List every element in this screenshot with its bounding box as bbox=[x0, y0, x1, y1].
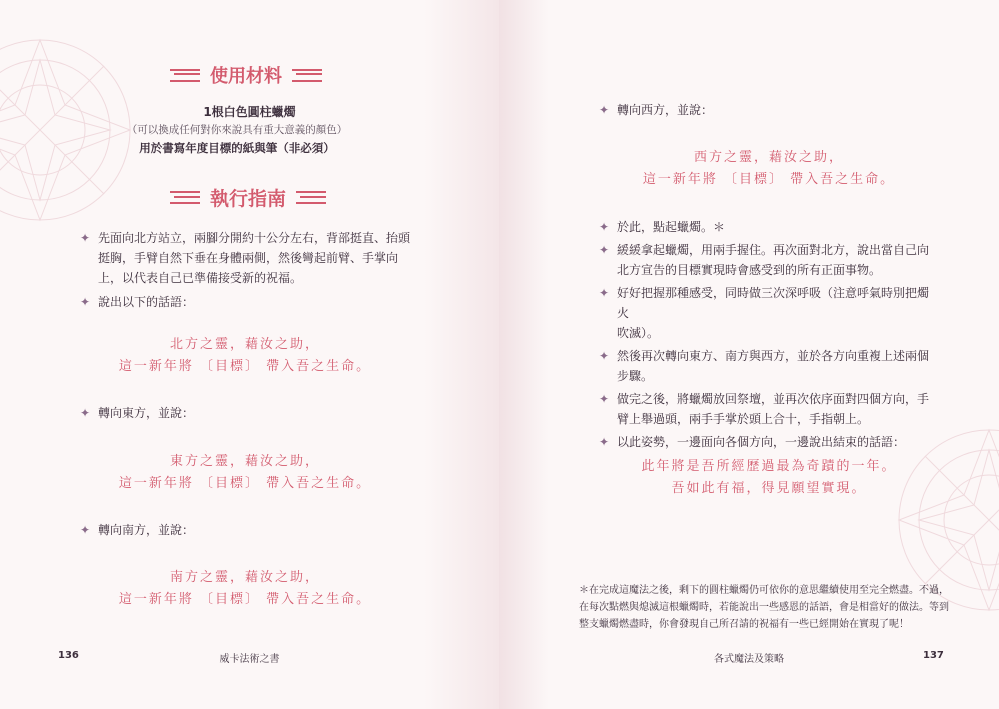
chant-closing bbox=[519, 456, 999, 500]
list-item bbox=[599, 346, 929, 386]
step-text-line: 好好把握那種感受，同時做三次深呼吸（注意呼氣時別把燭火 bbox=[617, 286, 930, 320]
material-note: （可以換成任何對你來說具有重大意義的顏色） bbox=[126, 124, 348, 136]
step-text-line: 挺胸，手臂自然下垂在身體兩側，然後彎起前臂、手掌向 bbox=[98, 251, 399, 265]
star-bullet-icon: ✦ bbox=[80, 295, 91, 309]
chant-line: 這一新年將 〔目標〕 帶入吾之生命。 bbox=[642, 172, 896, 187]
step-list-left bbox=[80, 228, 410, 312]
star-bullet-icon: ✦ bbox=[599, 392, 610, 406]
step-text-line: 然後再次轉向東方、南方與西方，並於各方向重複上述兩個 bbox=[617, 349, 930, 363]
star-bullet-icon: ✦ bbox=[80, 406, 91, 420]
heading-ornament-right bbox=[296, 191, 326, 204]
step-text-line: 以此姿勢，一邊面向各個方向，一邊說出結束的話語： bbox=[617, 435, 906, 449]
right-page bbox=[499, 0, 999, 709]
step-text-line: 於此，點起蠟燭。＊ bbox=[617, 220, 726, 234]
footnote-line: ＊在完成這魔法之後，剩下的圓柱蠟燭仍可依你的意思繼續使用至完全燃盡。不過， bbox=[579, 585, 949, 596]
list-item bbox=[80, 228, 410, 288]
chant-line: 此年將是吾所經歷過最為奇蹟的一年。 bbox=[641, 459, 897, 474]
step-text-line: 吹滅）。 bbox=[617, 326, 660, 340]
star-bullet-icon: ✦ bbox=[80, 523, 91, 537]
step-text-line: 轉向南方，並說： bbox=[98, 523, 195, 537]
step-list-right bbox=[599, 217, 929, 452]
chant-line: 西方之靈，藉汝之助， bbox=[693, 150, 844, 165]
star-bullet-icon: ✦ bbox=[80, 231, 91, 245]
materials-heading bbox=[170, 62, 322, 88]
step-text-line: 臂上舉過頭，兩手手掌於頭上合十，手指朝上。 bbox=[617, 412, 870, 426]
list-item bbox=[599, 389, 929, 429]
step-text-line: 步驟。 bbox=[617, 369, 654, 383]
chant-line: 東方之靈，藉汝之助， bbox=[169, 454, 320, 469]
chant-line: 北方之靈，藉汝之助， bbox=[169, 337, 320, 352]
list-item bbox=[80, 292, 410, 312]
star-bullet-icon: ✦ bbox=[599, 103, 610, 117]
guide-heading-text: 執行指南 bbox=[210, 188, 287, 210]
chant-west bbox=[519, 147, 999, 191]
list-item bbox=[599, 217, 929, 237]
list-item bbox=[80, 403, 194, 423]
chant-line: 這一新年將 〔目標〕 帶入吾之生命。 bbox=[118, 476, 372, 491]
running-title-left: 威卡法術之書 bbox=[219, 654, 280, 665]
list-item bbox=[599, 240, 929, 280]
star-bullet-icon: ✦ bbox=[599, 349, 610, 363]
step-text-line: 說出以下的話語： bbox=[98, 295, 195, 309]
step-text-line: 轉向東方，並說： bbox=[98, 406, 195, 420]
material-item: 用於書寫年度目標的紙與筆（非必須） bbox=[139, 141, 335, 155]
step-text-line: 上，以代表自己已準備接受新的祝福。 bbox=[98, 271, 303, 285]
chant-east bbox=[0, 451, 490, 495]
list-item bbox=[599, 100, 713, 120]
chant-line: 吾如此有福，得見願望實現。 bbox=[671, 481, 867, 496]
chant-line: 南方之靈，藉汝之助， bbox=[169, 570, 320, 585]
page-number-left: 136 bbox=[58, 650, 79, 661]
star-bullet-icon: ✦ bbox=[599, 220, 610, 234]
footnote bbox=[579, 582, 959, 633]
step-text-line: 北方宣告的目標實現時會感受到的所有正面事物。 bbox=[617, 263, 882, 277]
step-text-line: 轉向西方，並說： bbox=[617, 103, 714, 117]
page-number-right: 137 bbox=[923, 650, 944, 661]
running-title-right: 各式魔法及策略 bbox=[714, 654, 784, 665]
chant-line: 這一新年將 〔目標〕 帶入吾之生命。 bbox=[118, 359, 372, 374]
chant-line: 這一新年將 〔目標〕 帶入吾之生命。 bbox=[118, 592, 372, 607]
step-text-line: 先面向北方站立，兩腳分開約十公分左右，背部挺直、抬頭 bbox=[98, 231, 411, 245]
footnote-line: 在每次點燃與熄滅這根蠟燭時，若能說出一些感恩的話語，會是相當好的做法。等到 bbox=[579, 602, 949, 613]
guide-heading bbox=[170, 184, 326, 211]
star-bullet-icon: ✦ bbox=[599, 286, 610, 300]
list-item bbox=[599, 283, 929, 343]
list-item bbox=[599, 432, 929, 452]
heading-ornament-right bbox=[292, 69, 322, 82]
left-page bbox=[0, 0, 499, 709]
step-text-line: 緩緩拿起蠟燭，用兩手握住。再次面對北方，說出當自己向 bbox=[617, 243, 930, 257]
star-bullet-icon: ✦ bbox=[599, 435, 610, 449]
chant-south bbox=[0, 567, 490, 611]
star-bullet-icon: ✦ bbox=[599, 243, 610, 257]
footnote-line: 整支蠟燭燃盡時，你會發現自己所召請的祝福有一些已經開始在實現了呢！ bbox=[579, 619, 909, 630]
chant-north bbox=[0, 334, 490, 378]
material-item: 1根白色圓柱蠟燭 bbox=[203, 105, 296, 119]
materials-heading-text: 使用材料 bbox=[210, 66, 282, 87]
list-item bbox=[80, 520, 194, 540]
step-text-line: 做完之後，將蠟燭放回祭壇，並再次依序面對四個方向，手 bbox=[617, 392, 930, 406]
heading-ornament-left bbox=[170, 191, 200, 204]
heading-ornament-left bbox=[170, 69, 200, 82]
